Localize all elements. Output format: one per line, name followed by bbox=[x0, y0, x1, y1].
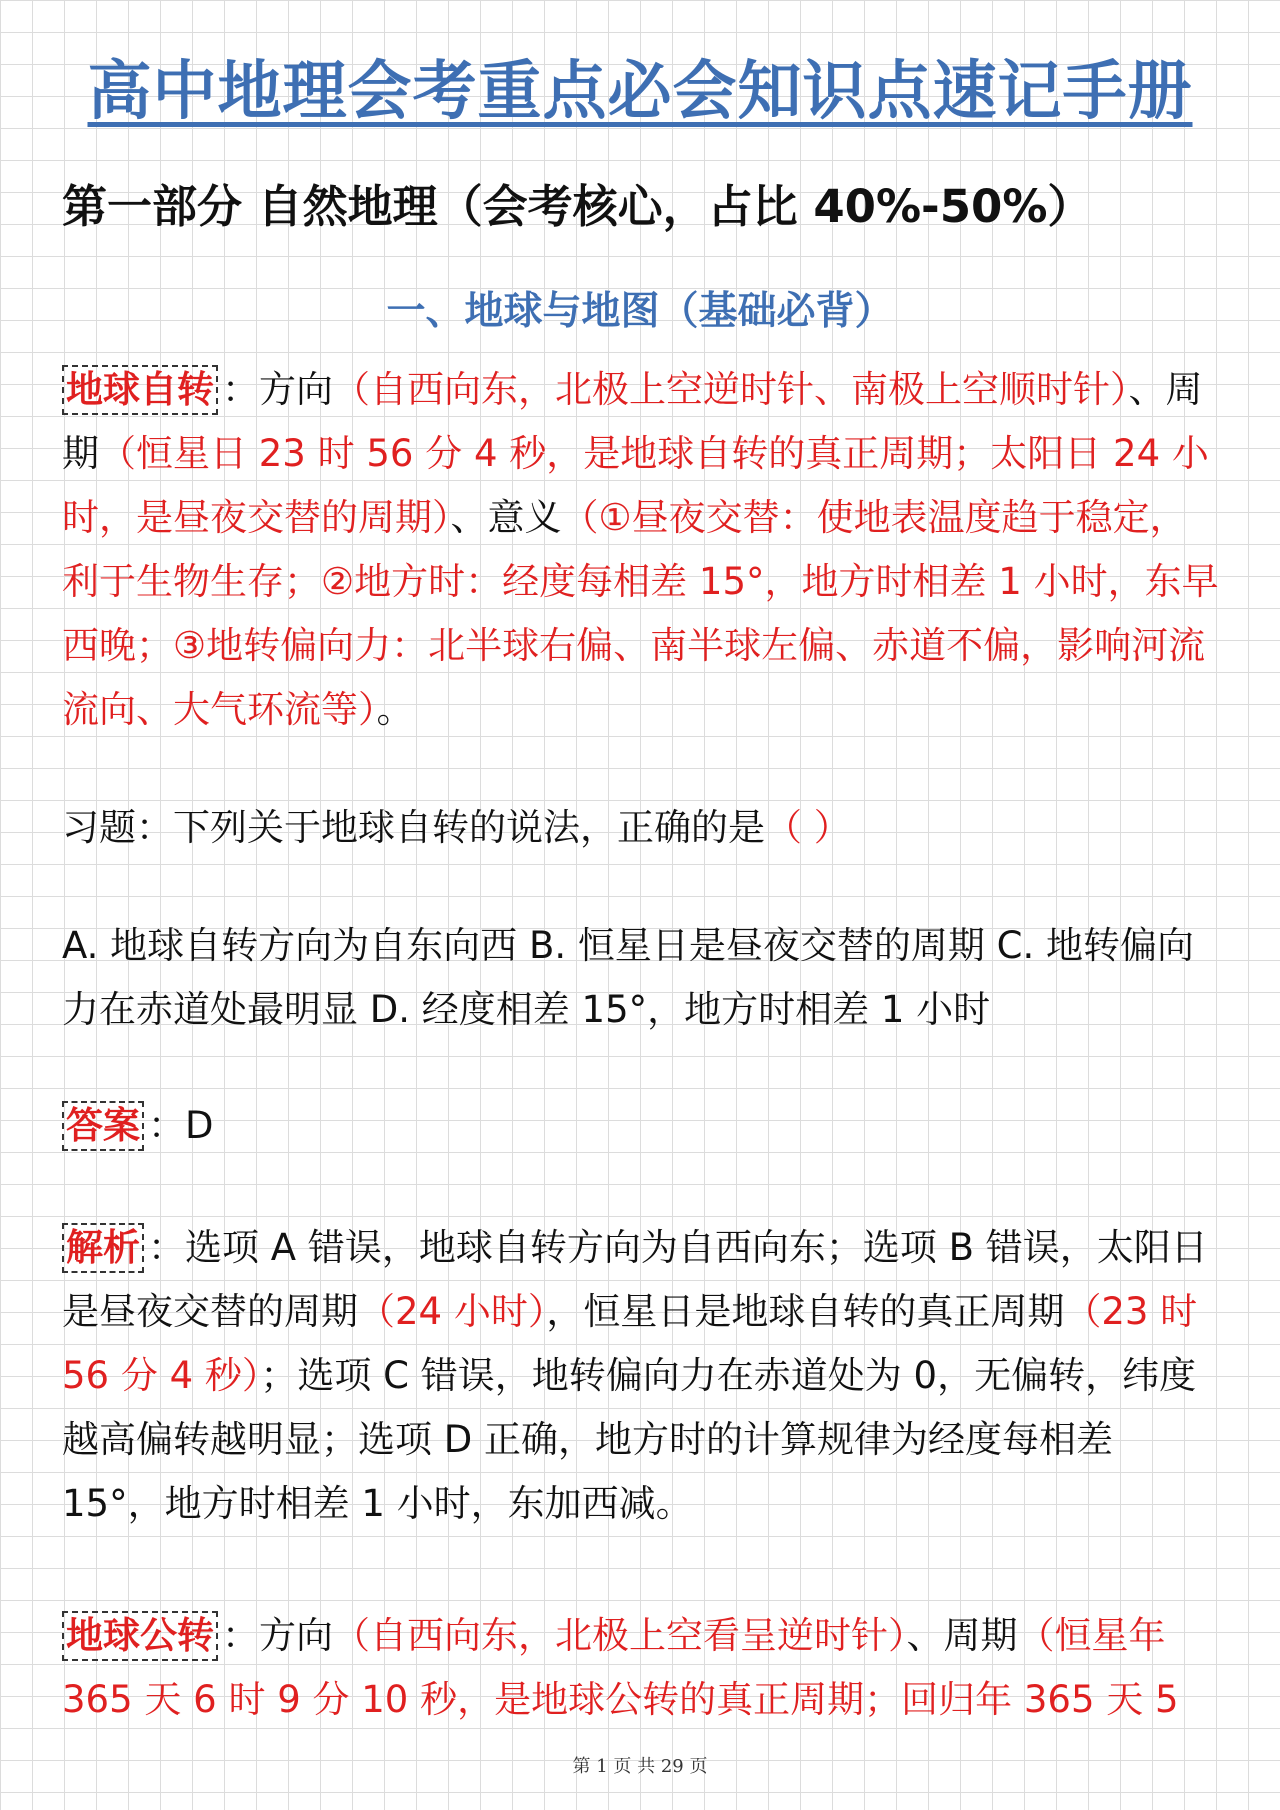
answer-paragraph bbox=[62, 1094, 1222, 1158]
rotation-text-1: ：方向 bbox=[222, 368, 333, 411]
exercise-options: A. 地球自转方向为自东向西 B. 恒星日是昼夜交替的周期 C. 地转偏向力在赤道处最明显 D. 经度相差 15°，地方时相差 1 小时 bbox=[62, 924, 1194, 1031]
document-title: 高中地理会考重点必会知识点速记手册 bbox=[87, 55, 1193, 129]
analysis-tag: 解析 bbox=[62, 1223, 144, 1273]
analysis-text-2: ，恒星日是地球自转的真正周期 bbox=[546, 1290, 1065, 1333]
revolution-period: （恒星年 365 天 6 时 9 分 10 秒，是地球公转的真正周期；回归年 365 天 5 bbox=[62, 1614, 1179, 1721]
rotation-significance: （①昼夜交替：使地表温度趋于稳定，利于生物生存；②地方时：经度每相差 15°，地方时相差 1 小时，东早西晚；③地转偏向力：北半球右偏、南半球左偏、赤道不偏，影响河流流向、大气环流等） bbox=[62, 496, 1219, 731]
revolution-paragraph bbox=[62, 1604, 1222, 1732]
rotation-direction: （自西向东，北极上空逆时针、南极上空顺时针） bbox=[333, 368, 1129, 411]
analysis-sidereal-day: （23 时 56 分 4 秒） bbox=[62, 1290, 1198, 1397]
revolution-tag: 地球公转 bbox=[62, 1611, 218, 1661]
rotation-text-4: 。 bbox=[376, 688, 414, 731]
analysis-paragraph bbox=[62, 1216, 1222, 1536]
exercise-question-text: 习题：下列关于地球自转的说法，正确的是 bbox=[62, 806, 765, 849]
answer-text: ：D bbox=[148, 1104, 214, 1147]
rotation-paragraph bbox=[62, 358, 1222, 742]
revolution-direction: （自西向东，北极上空看呈逆时针） bbox=[333, 1614, 907, 1657]
analysis-text-1: ：选项 A 错误，地球自转方向为自西向东；选项 B 错误，太阳日是昼夜交替的周期 bbox=[62, 1226, 1208, 1333]
rotation-text-3: 、意义 bbox=[450, 496, 562, 539]
rotation-period: （恒星日 23 时 56 分 4 秒，是地球自转的真正周期；太阳日 24 小时，是昼夜交替的周期） bbox=[62, 432, 1209, 539]
answer-tag: 答案 bbox=[62, 1101, 144, 1151]
rotation-text-2: 、周期 bbox=[62, 368, 1203, 475]
exercise-question bbox=[62, 796, 1222, 860]
part-heading: 第一部分 自然地理（会考核心，占比 40%-50%） bbox=[62, 180, 1093, 233]
rotation-tag: 地球自转 bbox=[62, 365, 218, 415]
analysis-text-3: ；选项 C 错误，地转偏向力在赤道处为 0，无偏转，纬度越高偏转越明显；选项 D 正确，地方时的计算规律为经度每相差 15°，地方时相差 1 小时，东加西减。 bbox=[62, 1354, 1197, 1525]
revolution-text-2: 、周期 bbox=[906, 1614, 1018, 1657]
section-heading: 一、地球与地图（基础必背） bbox=[386, 289, 894, 334]
analysis-solar-day: （24 小时） bbox=[358, 1290, 547, 1333]
revolution-text-1: ：方向 bbox=[222, 1614, 333, 1657]
exercise-blank: （ ） bbox=[765, 806, 851, 849]
page-footer: 第 1 页 共 29 页 bbox=[572, 1756, 708, 1777]
